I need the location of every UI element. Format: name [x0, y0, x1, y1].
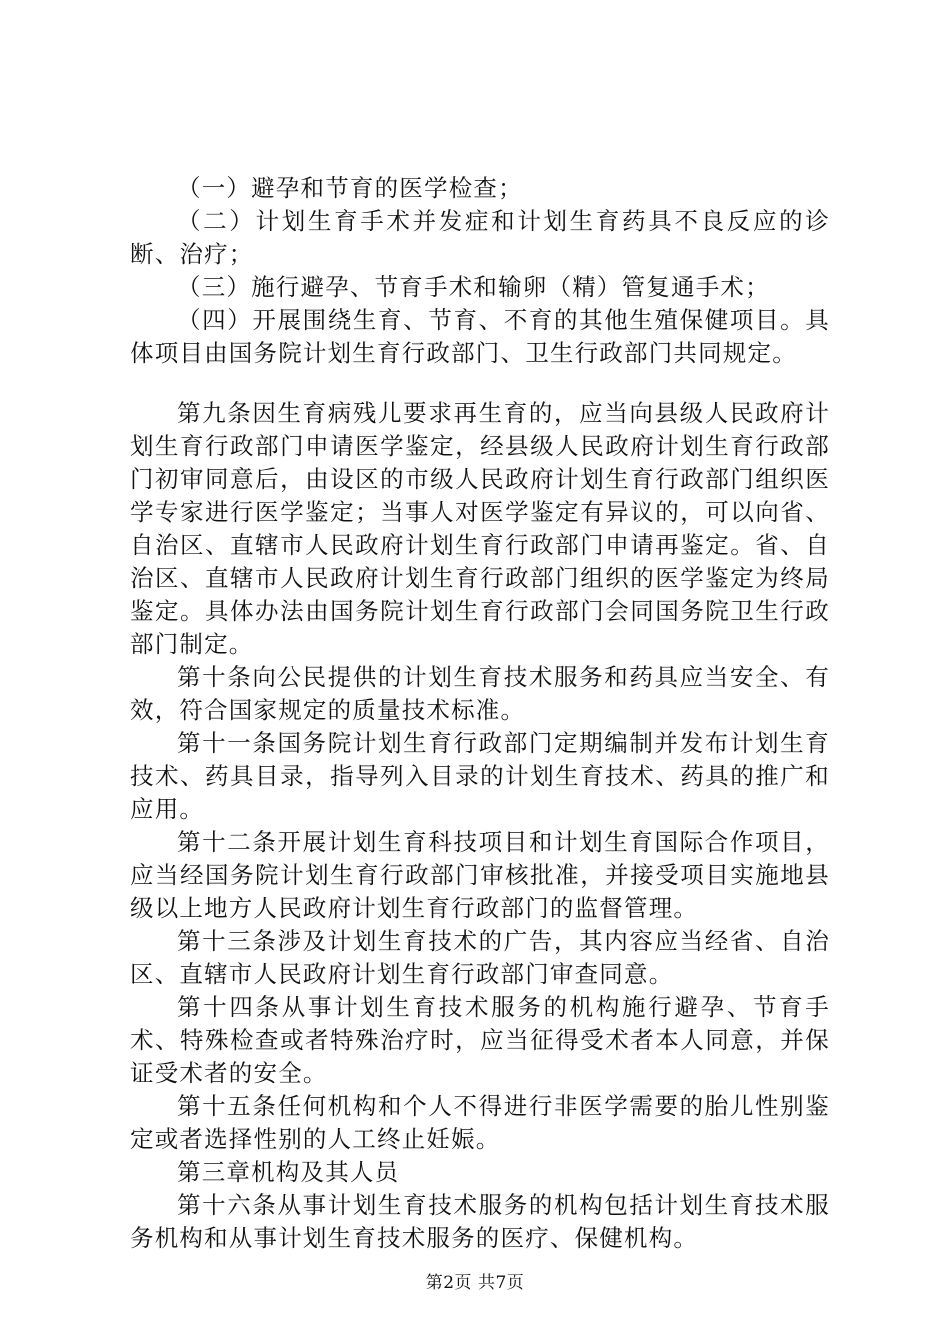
article-14: 第十四条从事计划生育技术服务的机构施行避孕、节育手术、特殊检查或者特殊治疗时，应当征得受术者本人同意，并保证受术者的安全。	[130, 993, 830, 1087]
article-9: 第九条因生育病残儿要求再生育的，应当向县级人民政府计划生育行政部门申请医学鉴定，经县级人民政府计划生育行政部门初审同意后，由设区的市级人民政府计划生育行政部门组织医学专家进行医学鉴定；当事人对医学鉴定有异议的，可以向省、自治区、直辖市人民政府计划生育行政部门申请再鉴定。省、自治区、直辖市人民政府计划生育行政部门组织的医学鉴定为终局鉴定。具体办法由国务院计划生育行政部门会同国务院卫生行政部门制定。	[130, 399, 830, 658]
paragraph-item-4: （四）开展围绕生育、节育、不育的其他生殖保健项目。具体项目由国务院计划生育行政部门、卫生行政部门共同规定。	[130, 306, 830, 367]
article-10: 第十条向公民提供的计划生育技术服务和药具应当安全、有效，符合国家规定的质量技术标准。	[130, 663, 830, 724]
paragraph-item-2: （二）计划生育手术并发症和计划生育药具不良反应的诊断、治疗；	[130, 207, 830, 268]
article-15: 第十五条任何机构和个人不得进行非医学需要的胎儿性别鉴定或者选择性别的人工终止妊娠。	[130, 1092, 830, 1153]
article-13: 第十三条涉及计划生育技术的广告，其内容应当经省、自治区、直辖市人民政府计划生育行政部门审查同意。	[130, 927, 830, 988]
document-body	[130, 172, 830, 1255]
page-number-footer: 第2页 共7页	[425, 1273, 525, 1293]
article-16: 第十六条从事计划生育技术服务的机构包括计划生育技术服务机构和从事计划生育技术服务的医疗、保健机构。	[130, 1191, 830, 1252]
paragraph-item-1: （一）避孕和节育的医学检查；	[177, 174, 523, 202]
article-12: 第十二条开展计划生育科技项目和计划生育国际合作项目，应当经国务院计划生育行政部门审核批准，并接受项目实施地县级以上地方人民政府计划生育行政部门的监督管理。	[130, 828, 830, 922]
paragraph-item-3: （三）施行避孕、节育手术和输卵（精）管复通手术；	[177, 273, 770, 301]
article-11: 第十一条国务院计划生育行政部门定期编制并发布计划生育技术、药具目录，指导列入目录的计划生育技术、药具的推广和应用。	[130, 729, 830, 823]
chapter-heading: 第三章机构及其人员	[177, 1158, 400, 1186]
